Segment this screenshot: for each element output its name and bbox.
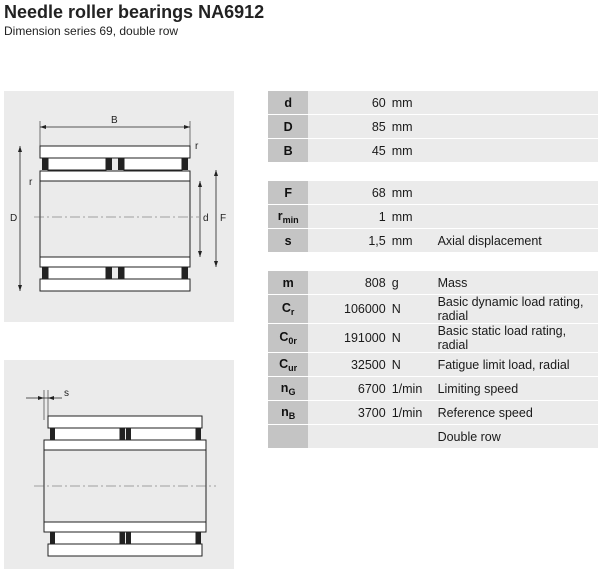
spec-symbol: $C_r$: [268, 295, 308, 324]
spec-unit: [388, 425, 430, 449]
dim-label-r-right: r: [195, 141, 199, 152]
spec-value: 1: [308, 205, 387, 229]
spec-value: 6700: [308, 377, 387, 401]
spec-symbol: B: [268, 139, 308, 163]
dim-label-D: D: [10, 213, 18, 224]
spec-row-d: [268, 91, 598, 115]
spec-row-F: [268, 181, 598, 205]
spec-row-design: [268, 425, 598, 449]
spec-row-m: [268, 271, 598, 295]
spec-unit: g: [388, 271, 430, 295]
spec-value: 45: [308, 139, 387, 163]
bearing-section-drawing: [4, 91, 234, 322]
spec-value: 68: [308, 181, 387, 205]
spec-unit: mm: [388, 115, 430, 139]
spec-description: [430, 181, 598, 205]
spec-unit: mm: [388, 91, 430, 115]
page-subtitle: Dimension series 69, double row: [4, 24, 179, 38]
spec-description: Axial displacement: [430, 229, 598, 253]
spec-row-B: [268, 139, 598, 163]
spec-table: [268, 91, 598, 448]
spec-description: Mass: [430, 271, 598, 295]
spec-unit: mm: [388, 205, 430, 229]
spec-symbol: s: [268, 229, 308, 253]
spec-symbol: $r_{min}$: [268, 205, 308, 229]
spec-description: [430, 205, 598, 229]
spec-symbol: F: [268, 181, 308, 205]
spec-gap: [268, 252, 598, 271]
spec-unit: 1/min: [388, 377, 430, 401]
dim-label-F: F: [220, 213, 227, 224]
spec-symbol: D: [268, 115, 308, 139]
spec-row-nG: [268, 377, 598, 401]
spec-symbol: d: [268, 91, 308, 115]
spec-description: Reference speed: [430, 401, 598, 425]
spec-symbol: $n_B$: [268, 401, 308, 425]
spec-symbol: [268, 425, 308, 449]
bearing-section-svg: [4, 91, 234, 322]
spec-value: 191000: [308, 324, 387, 353]
spec-row-D: [268, 115, 598, 139]
spec-value: [308, 425, 387, 449]
spec-symbol: m: [268, 271, 308, 295]
page-title: Needle roller bearings NA6912: [4, 2, 265, 22]
spec-row-nB: [268, 401, 598, 425]
spec-value: 85: [308, 115, 387, 139]
spec-description: Basic dynamic load rating, radial: [430, 295, 598, 324]
spec-row-Cur: [268, 353, 598, 377]
spec-row-Cr: [268, 295, 598, 324]
dim-label-s: s: [64, 388, 69, 399]
spec-row-C0r: [268, 324, 598, 353]
spec-description: [430, 91, 598, 115]
spec-unit: N: [388, 324, 430, 353]
spec-unit: mm: [388, 139, 430, 163]
dim-label-r-left: r: [29, 177, 33, 188]
spec-description: [430, 115, 598, 139]
spec-value: 106000: [308, 295, 387, 324]
spec-value: 1,5: [308, 229, 387, 253]
spec-unit: mm: [388, 181, 430, 205]
spec-row-s: [268, 229, 598, 253]
spec-symbol: $n_G$: [268, 377, 308, 401]
dim-label-B: B: [111, 115, 118, 126]
spec-unit: 1/min: [388, 401, 430, 425]
spec-row-rmin: [268, 205, 598, 229]
dim-label-d: d: [203, 213, 209, 224]
spec-symbol: $C_{0r}$: [268, 324, 308, 353]
spec-unit: mm: [388, 229, 430, 253]
axial-displacement-svg: [4, 360, 234, 569]
spec-unit: N: [388, 295, 430, 324]
spec-description: Fatigue limit load, radial: [430, 353, 598, 377]
spec-value: 808: [308, 271, 387, 295]
spec-description: [430, 139, 598, 163]
spec-gap: [268, 162, 598, 181]
spec-value: 3700: [308, 401, 387, 425]
spec-description: Double row: [430, 425, 598, 449]
spec-value: 60: [308, 91, 387, 115]
spec-description: Limiting speed: [430, 377, 598, 401]
spec-value: 32500: [308, 353, 387, 377]
axial-displacement-drawing: [4, 360, 234, 569]
spec-symbol: $C_{ur}$: [268, 353, 308, 377]
spec-unit: N: [388, 353, 430, 377]
spec-description: Basic static load rating, radial: [430, 324, 598, 353]
